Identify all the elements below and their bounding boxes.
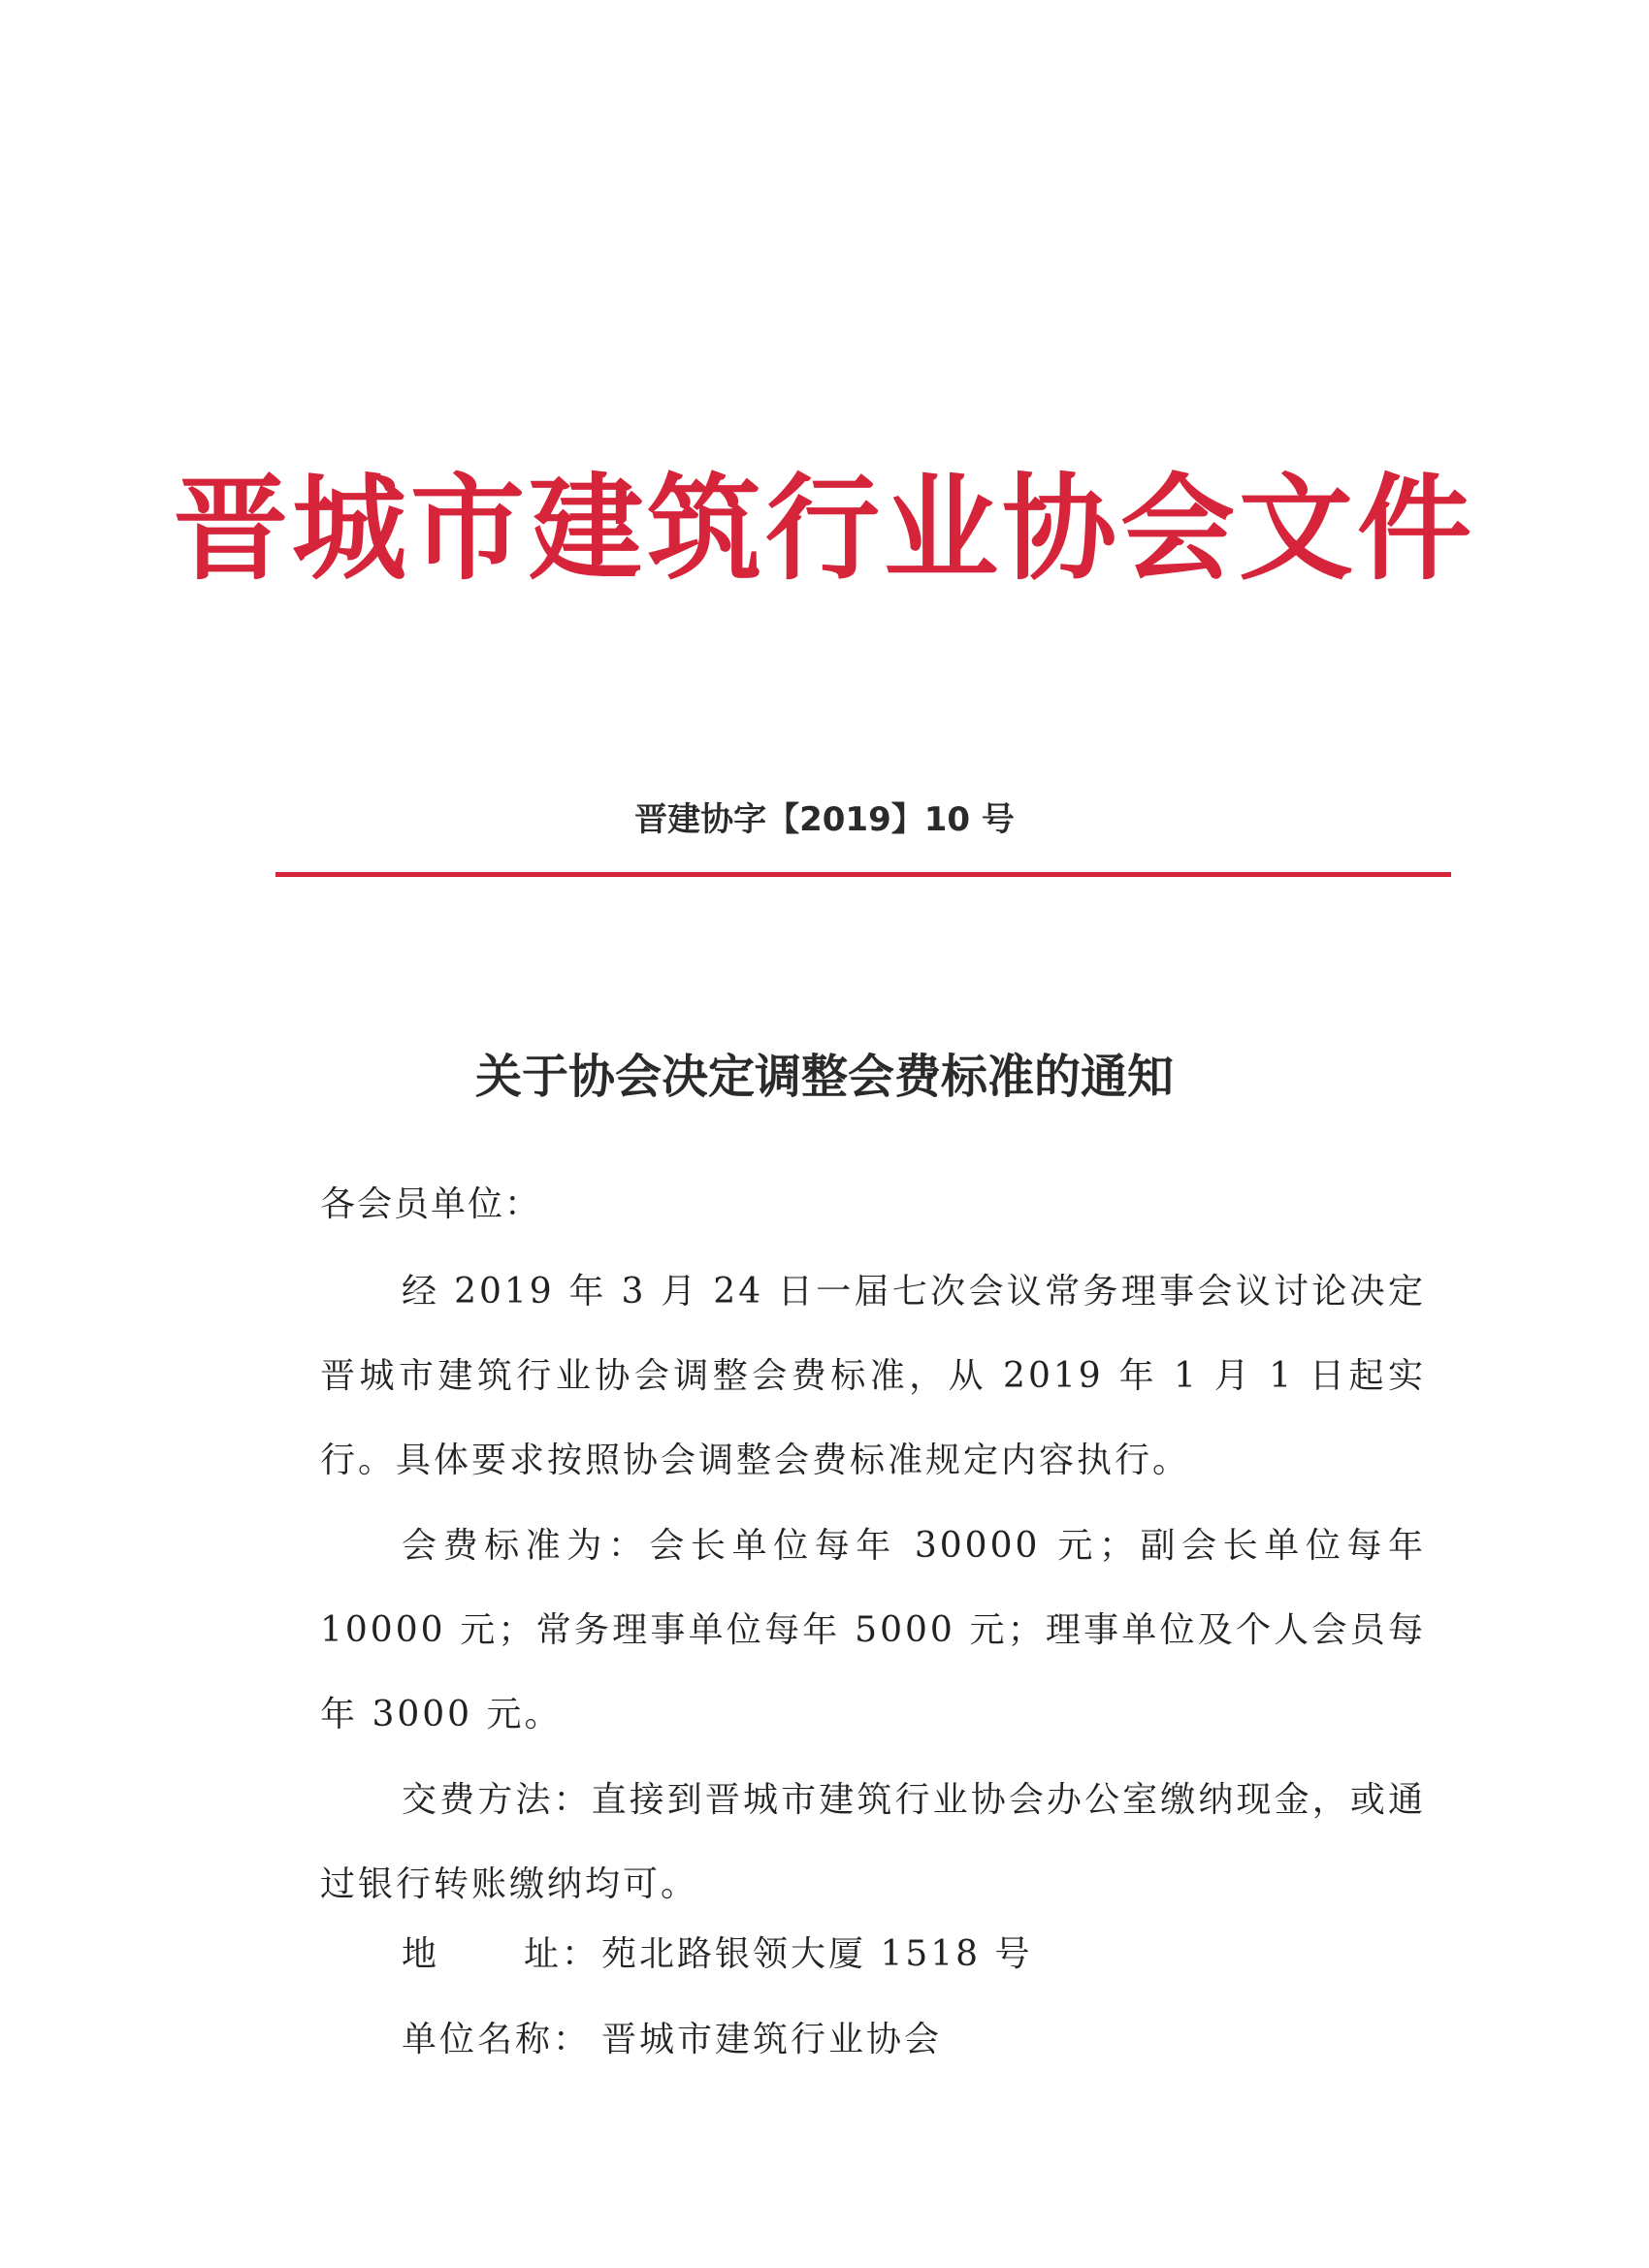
address-value: 苑北路银领大厦 1518 号 <box>601 1934 1033 1974</box>
paragraph-fee-standard: 会费标准为：会长单位每年 30000 元；副会长单位每年 10000 元；常务理事单位每年 5000 元；理事单位及个人会员每年 3000 元。 <box>320 1526 1426 1734</box>
unit-name-line <box>402 2011 942 2069</box>
paragraph-payment-method: 交费方法：直接到晋城市建筑行业协会办公室缴纳现金，或通过银行转账缴纳均可。 <box>320 1780 1426 1904</box>
issuer-header-title: 晋城市建筑行业协会文件 <box>173 461 1475 596</box>
document-number: 晋建协字【2019】10 号 <box>634 800 1015 839</box>
address-line <box>402 1926 1033 1984</box>
address-label <box>402 1926 601 1984</box>
header-divider-line <box>275 872 1451 877</box>
address-label-part2: 址： <box>524 1934 600 1974</box>
unit-name-value: 晋城市建筑行业协会 <box>601 2020 943 2059</box>
salutation: 各会员单位： <box>320 1184 542 1224</box>
notice-title: 关于协会决定调整会费标准的通知 <box>474 1050 1174 1104</box>
paragraph-decision: 经 2019 年 3 月 24 日一届七次会议常务理事会议讨论决定晋城市建筑行业协会调整会费标准，从 2019 年 1 月 1 日起实行。具体要求按照协会调整会费标准规定内容执行。 <box>320 1272 1426 1480</box>
unit-name-label: 单位名称： <box>402 2020 592 2059</box>
address-label-part1: 地 <box>402 1934 440 1974</box>
